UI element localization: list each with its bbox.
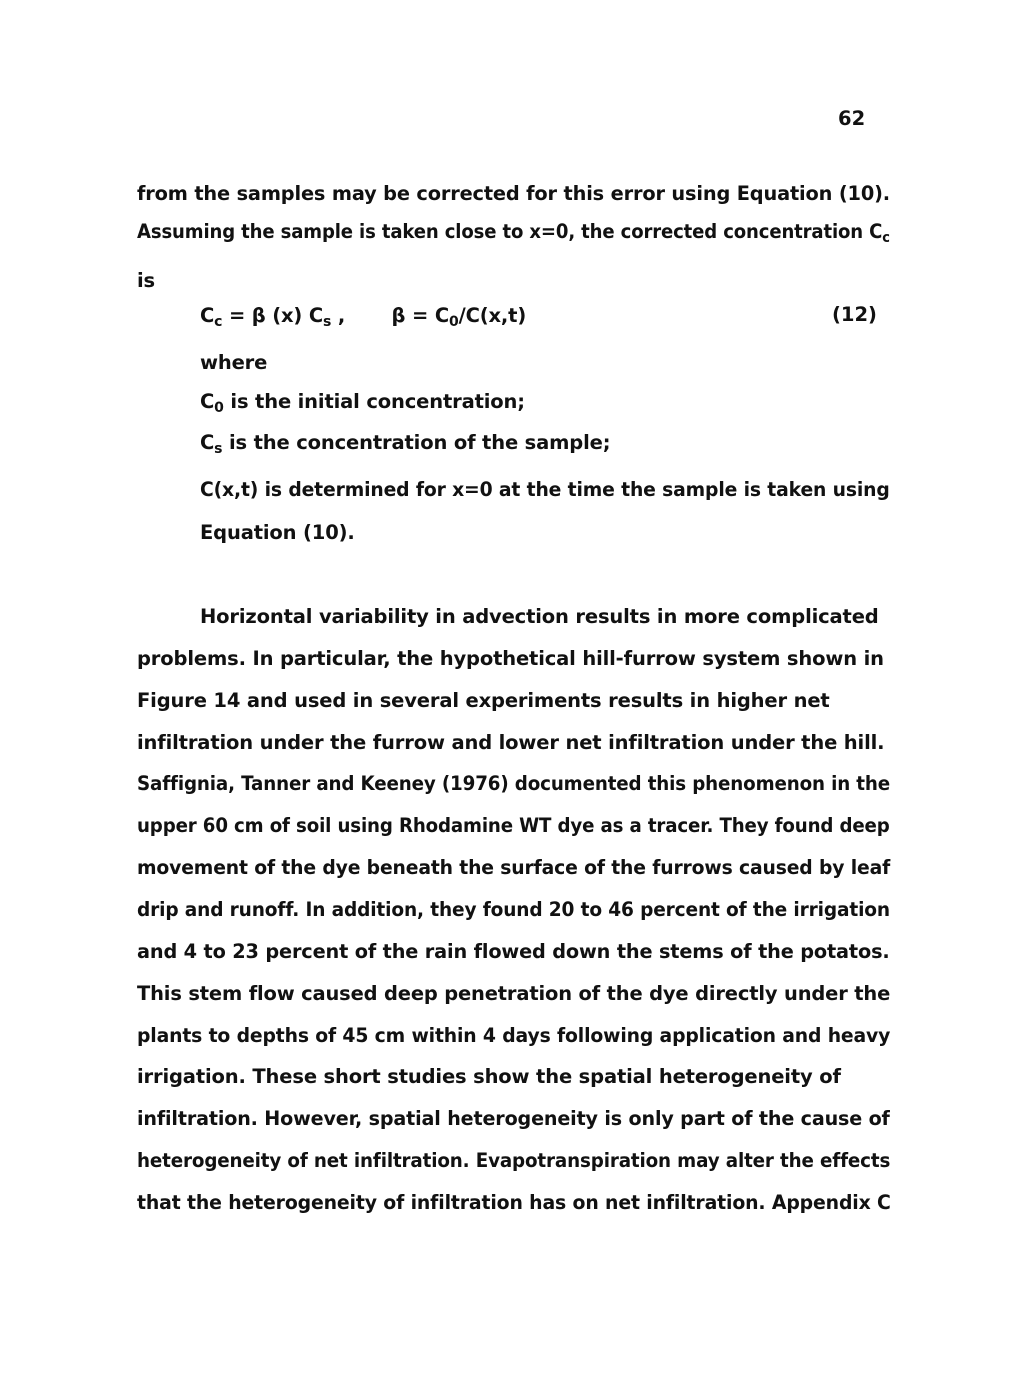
definition-line: Equation (10). [200, 521, 355, 544]
definition-line [200, 389, 525, 415]
subscript: 0 [449, 314, 459, 330]
definition-line [200, 430, 610, 456]
text-line: and 4 to 23 percent of the rain flowed down the stems of the potatos. [137, 940, 890, 963]
text-line: that the heterogeneity of infiltration has on net infiltration. Appendix C [137, 1191, 891, 1214]
page-number: 62 [838, 107, 866, 130]
text-line: irrigation. These short studies show the spatial heterogeneity of [137, 1065, 841, 1088]
text-segment: Assuming the sample is taken close to x=0, the corrected concentration C [137, 220, 883, 243]
definition-text: is the concentration of the sample; [222, 431, 611, 454]
equation-mid: = β (x) C [222, 304, 323, 327]
definition-text: is the initial concentration; [223, 390, 525, 413]
text-line: from the samples may be corrected for this error using Equation (10). [137, 182, 891, 205]
text-line: plants to depths of 45 cm within 4 days following application and heavy [137, 1024, 891, 1047]
equation-rhs: /C(x,t) [458, 304, 527, 327]
equation-lhs: C [200, 304, 215, 327]
definition-symbol: C [200, 390, 215, 413]
subscript: 0 [214, 400, 224, 416]
equation [200, 303, 526, 329]
subscript: c [882, 230, 890, 246]
subscript: s [323, 314, 332, 330]
text-line: movement of the dye beneath the surface of the furrows caused by leaf [137, 856, 891, 879]
text-line: Saffignia, Tanner and Keeney (1976) documented this phenomenon in the [137, 772, 891, 795]
text-line: problems. In particular, the hypothetical hill-furrow system shown in [137, 647, 884, 670]
subscript: s [214, 441, 223, 457]
text-line: This stem flow caused deep penetration of the dye directly under the [137, 982, 891, 1005]
text-line: infiltration under the furrow and lower net infiltration under the hill. [137, 731, 885, 754]
definition-line: C(x,t) is determined for x=0 at the time the sample is taken using [200, 478, 890, 501]
equation-sep: , β = C [331, 304, 449, 327]
equation-number: (12) [832, 303, 877, 326]
definition-symbol: C [200, 431, 215, 454]
text-line [137, 219, 890, 245]
text-line: is [137, 269, 155, 292]
text-line: Horizontal variability in advection results in more complicated [200, 605, 879, 628]
text-line: heterogeneity of net infiltration. Evapotranspiration may alter the effects [137, 1149, 891, 1172]
subscript: c [214, 314, 223, 330]
text-line: drip and runoff. In addition, they found 20 to 46 percent of the irrigation [137, 898, 890, 921]
text-line: upper 60 cm of soil using Rhodamine WT dye as a tracer. They found deep [137, 814, 890, 837]
text-line: Figure 14 and used in several experiments results in higher net [137, 689, 830, 712]
text-line: infiltration. However, spatial heterogeneity is only part of the cause of [137, 1107, 890, 1130]
where-label: where [200, 351, 268, 374]
